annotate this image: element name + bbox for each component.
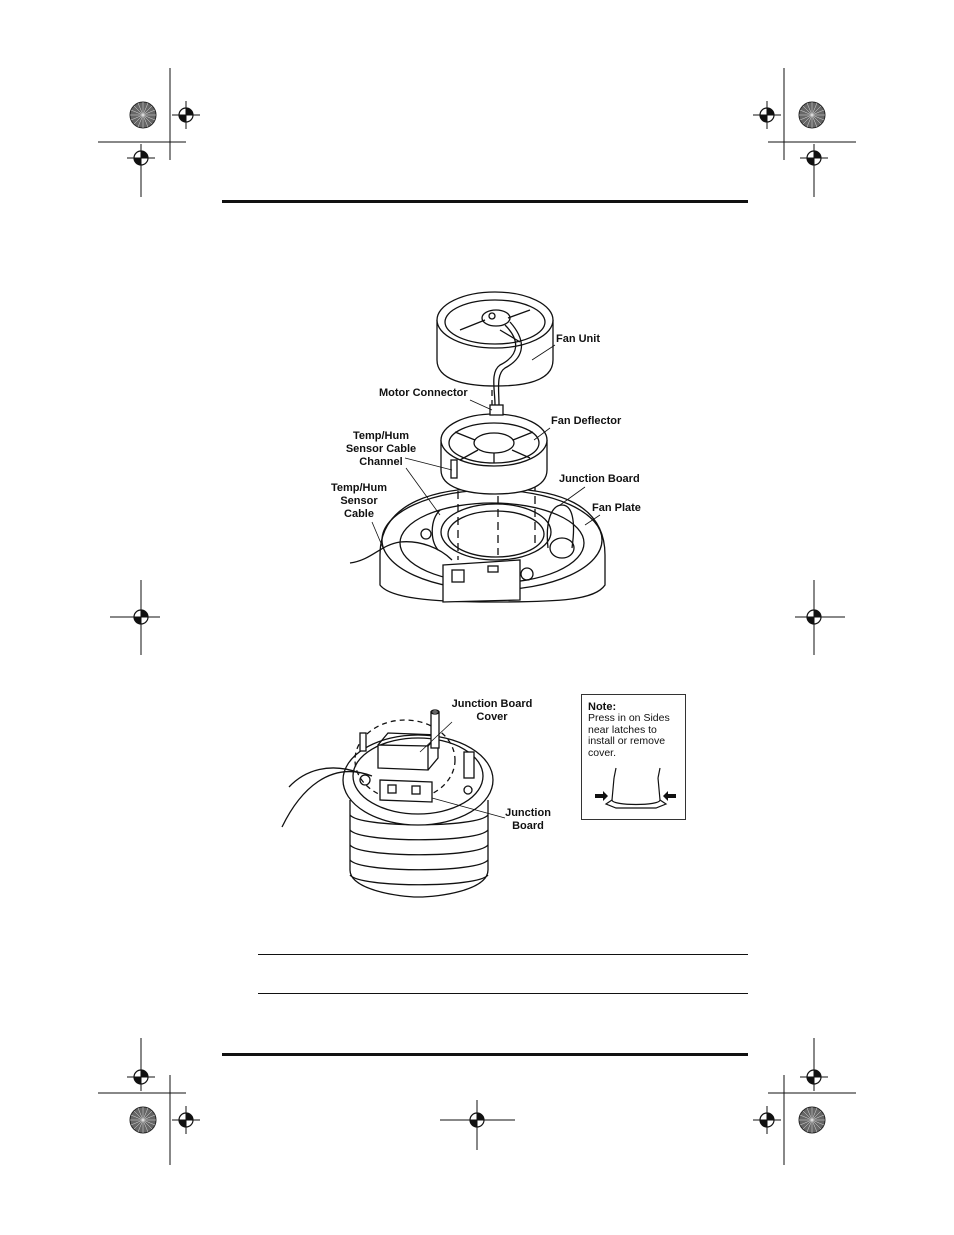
label-junction-board-cover: Junction Board Cover — [451, 698, 533, 723]
note-title: Note: — [588, 701, 617, 713]
label-junction-board-2: Junction Board — [505, 807, 551, 832]
label-junction-board: Junction Board — [559, 473, 640, 485]
label-fan-deflector: Fan Deflector — [551, 415, 622, 427]
note-text: Press in on Sides near latches to install or remove cover. — [588, 712, 670, 759]
label-sensor-cable-channel: Temp/Hum Sensor Cable Channel — [345, 430, 417, 468]
label-motor-connector: Motor Connector — [379, 387, 468, 399]
label-fan-unit: Fan Unit — [556, 333, 600, 345]
label-fan-plate: Fan Plate — [592, 502, 641, 514]
note-box — [581, 694, 686, 820]
label-sensor-cable: Temp/Hum Sensor Cable — [330, 482, 388, 520]
